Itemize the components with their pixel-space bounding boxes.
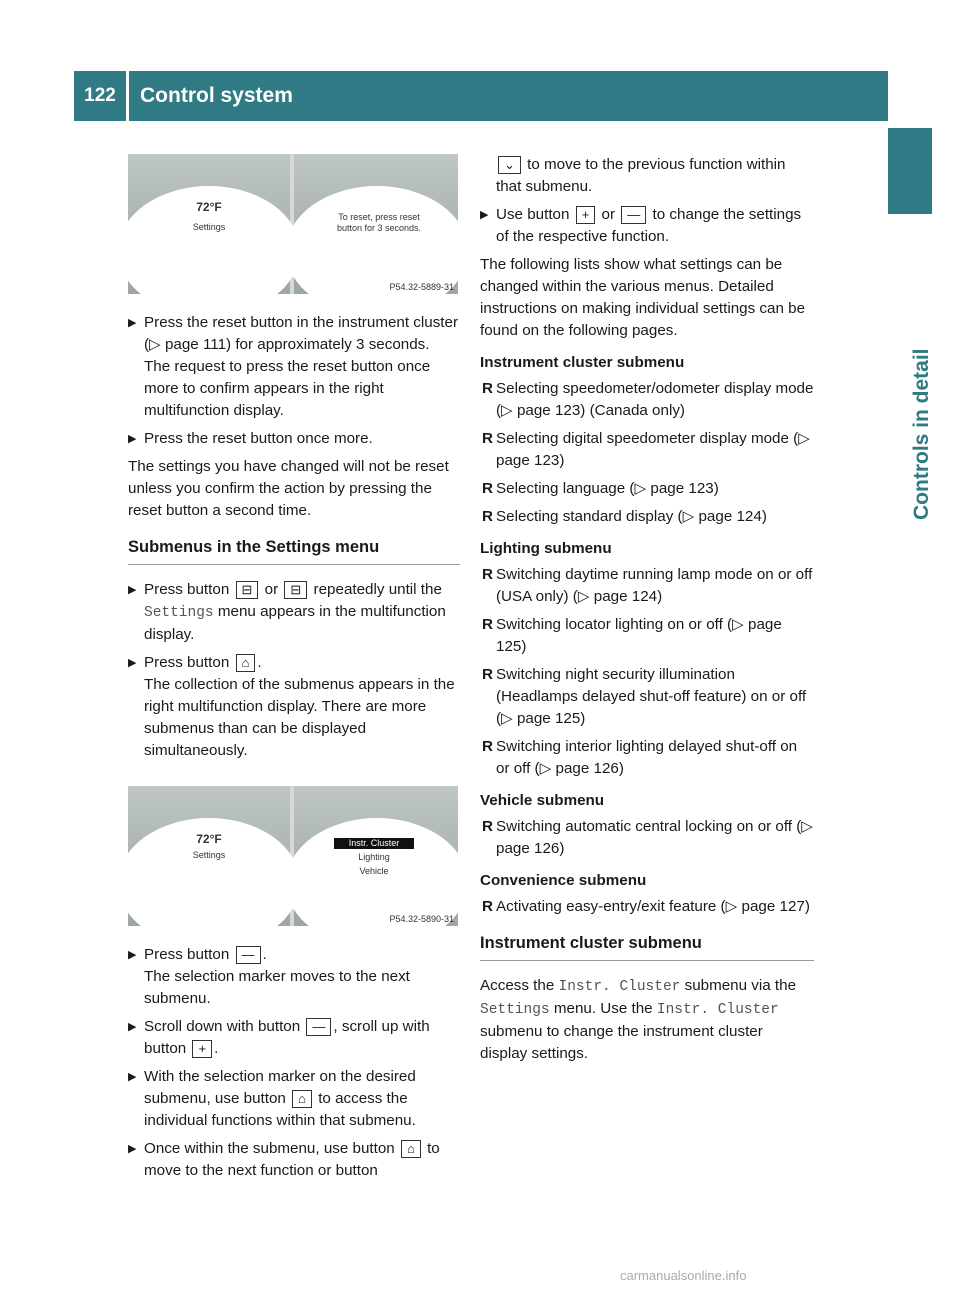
left-column bbox=[128, 312, 460, 768]
plus-icon: + bbox=[576, 206, 596, 224]
left-display-image bbox=[128, 786, 290, 926]
right-display-image bbox=[294, 786, 458, 926]
subheading: Vehicle submenu bbox=[480, 792, 605, 809]
step-item: ▶ Press the reset button once more. bbox=[128, 430, 373, 447]
step-continued: ⌄ to move to the previous function within that submenu. bbox=[496, 156, 786, 195]
figure-reset-displays bbox=[128, 154, 458, 294]
display-left-icon: ⊟ bbox=[236, 581, 259, 599]
header-divider bbox=[126, 71, 129, 121]
list-item: R Selecting language (▷ page 123) bbox=[482, 480, 719, 497]
list-item: R Switching night security illumination (Headlamps delayed shut-off feature) on or off (▷ page 125) bbox=[482, 666, 807, 727]
step-item: ▶ Use button + or — to change the settings of the respective function. bbox=[480, 206, 802, 245]
section-heading: Instrument cluster submenu bbox=[480, 932, 814, 961]
menu-item: Vehicle bbox=[359, 866, 389, 876]
step-item: ▶ Press the reset button in the instrument cluster (▷ page 111) for approximately 3 seconds. The request to press the reset button once more to confirm appears in the right multifunction display. bbox=[128, 314, 459, 419]
left-column-lower bbox=[128, 944, 460, 1188]
down-arrow-icon: ⌄ bbox=[498, 156, 521, 174]
list-item: R Switching interior lighting delayed shut-off on or off (▷ page 126) bbox=[482, 738, 798, 777]
list-item: R Switching locator lighting on or off (▷ page 125) bbox=[482, 616, 782, 655]
step-item: ▶ Press button — . The selection marker moves to the next submenu. bbox=[128, 946, 410, 1007]
step-item: ▶ Scroll down with button — , scroll up with button + . bbox=[128, 1018, 430, 1057]
figure-code: P54.32-5889-31 bbox=[389, 282, 454, 292]
minus-icon: — bbox=[621, 206, 646, 224]
up-arrow-icon: ⌂ bbox=[401, 1140, 421, 1158]
list-item: R Activating easy-entry/exit feature (▷ page 127) bbox=[482, 898, 810, 915]
paragraph: The settings you have changed will not be reset unless you confirm the action by pressing the reset button a second time. bbox=[128, 458, 449, 519]
subheading: Lighting submenu bbox=[480, 540, 612, 557]
minus-icon: — bbox=[306, 1018, 331, 1036]
display-right-icon: ⊟ bbox=[284, 581, 307, 599]
list-item: R Switching daytime running lamp mode on or off (USA only) (▷ page 124) bbox=[482, 566, 813, 605]
up-arrow-icon: ⌂ bbox=[292, 1090, 312, 1108]
figure-submenu-displays bbox=[128, 786, 458, 926]
list-item: R Selecting speedometer/odometer display mode (▷ page 123) (Canada only) bbox=[482, 380, 814, 419]
list-item: R Switching automatic central locking on or off (▷ page 126) bbox=[482, 818, 813, 857]
step-item: ▶ Press button ⊟ or ⊟ repeatedly until the Settings menu appears in the multifunction display. bbox=[128, 581, 446, 643]
side-tab bbox=[888, 128, 932, 214]
list-item: R Selecting standard display (▷ page 124) bbox=[482, 508, 767, 525]
step-item: ▶ With the selection marker on the desired submenu, use button ⌂ to access the individual functions within that submenu. bbox=[128, 1068, 416, 1129]
paragraph: The following lists show what settings can be changed within the various menus. Detailed instructions on making individual settings can be found on the following pages. bbox=[480, 256, 806, 339]
menu-item: Instr. Cluster bbox=[334, 838, 414, 849]
paragraph: Access the Instr. Cluster submenu via the Settings menu. Use the Instr. Cluster submenu to change the instrument cluster display settings. bbox=[480, 977, 797, 1062]
list-item: R Selecting digital speedometer display mode (▷ page 123) bbox=[482, 430, 810, 469]
settings-text: Settings bbox=[192, 222, 226, 232]
plus-icon: + bbox=[192, 1040, 212, 1058]
subheading: Convenience submenu bbox=[480, 872, 647, 889]
figure-code: P54.32-5890-31 bbox=[389, 914, 454, 924]
right-column bbox=[480, 154, 814, 1071]
temp-text: 72°F bbox=[196, 832, 222, 846]
footer-watermark: carmanualsonline.info bbox=[620, 1268, 747, 1283]
step-item: ▶ Press button ⌂ . The collection of the submenus appears in the right multifunction display. There are more submenus than can be displayed simultaneously. bbox=[128, 654, 455, 759]
right-display-image bbox=[294, 154, 458, 294]
settings-text: Settings bbox=[192, 850, 226, 860]
up-arrow-icon: ⌂ bbox=[236, 654, 256, 672]
step-item: ▶ Once within the submenu, use button ⌂ to move to the next function or button bbox=[128, 1140, 440, 1179]
temp-text: 72°F bbox=[196, 200, 222, 214]
section-heading: Submenus in the Settings menu bbox=[128, 536, 460, 565]
minus-icon: — bbox=[236, 946, 261, 964]
page-number: 122 bbox=[84, 85, 116, 106]
side-label: Controls in detail bbox=[910, 348, 933, 520]
chapter-title: Control system bbox=[140, 84, 293, 107]
menu-item: Lighting bbox=[358, 852, 390, 862]
subheading: Instrument cluster submenu bbox=[480, 354, 685, 371]
reset-text: To reset, press reset button for 3 seconds. bbox=[336, 212, 422, 233]
left-display-image bbox=[128, 154, 290, 294]
